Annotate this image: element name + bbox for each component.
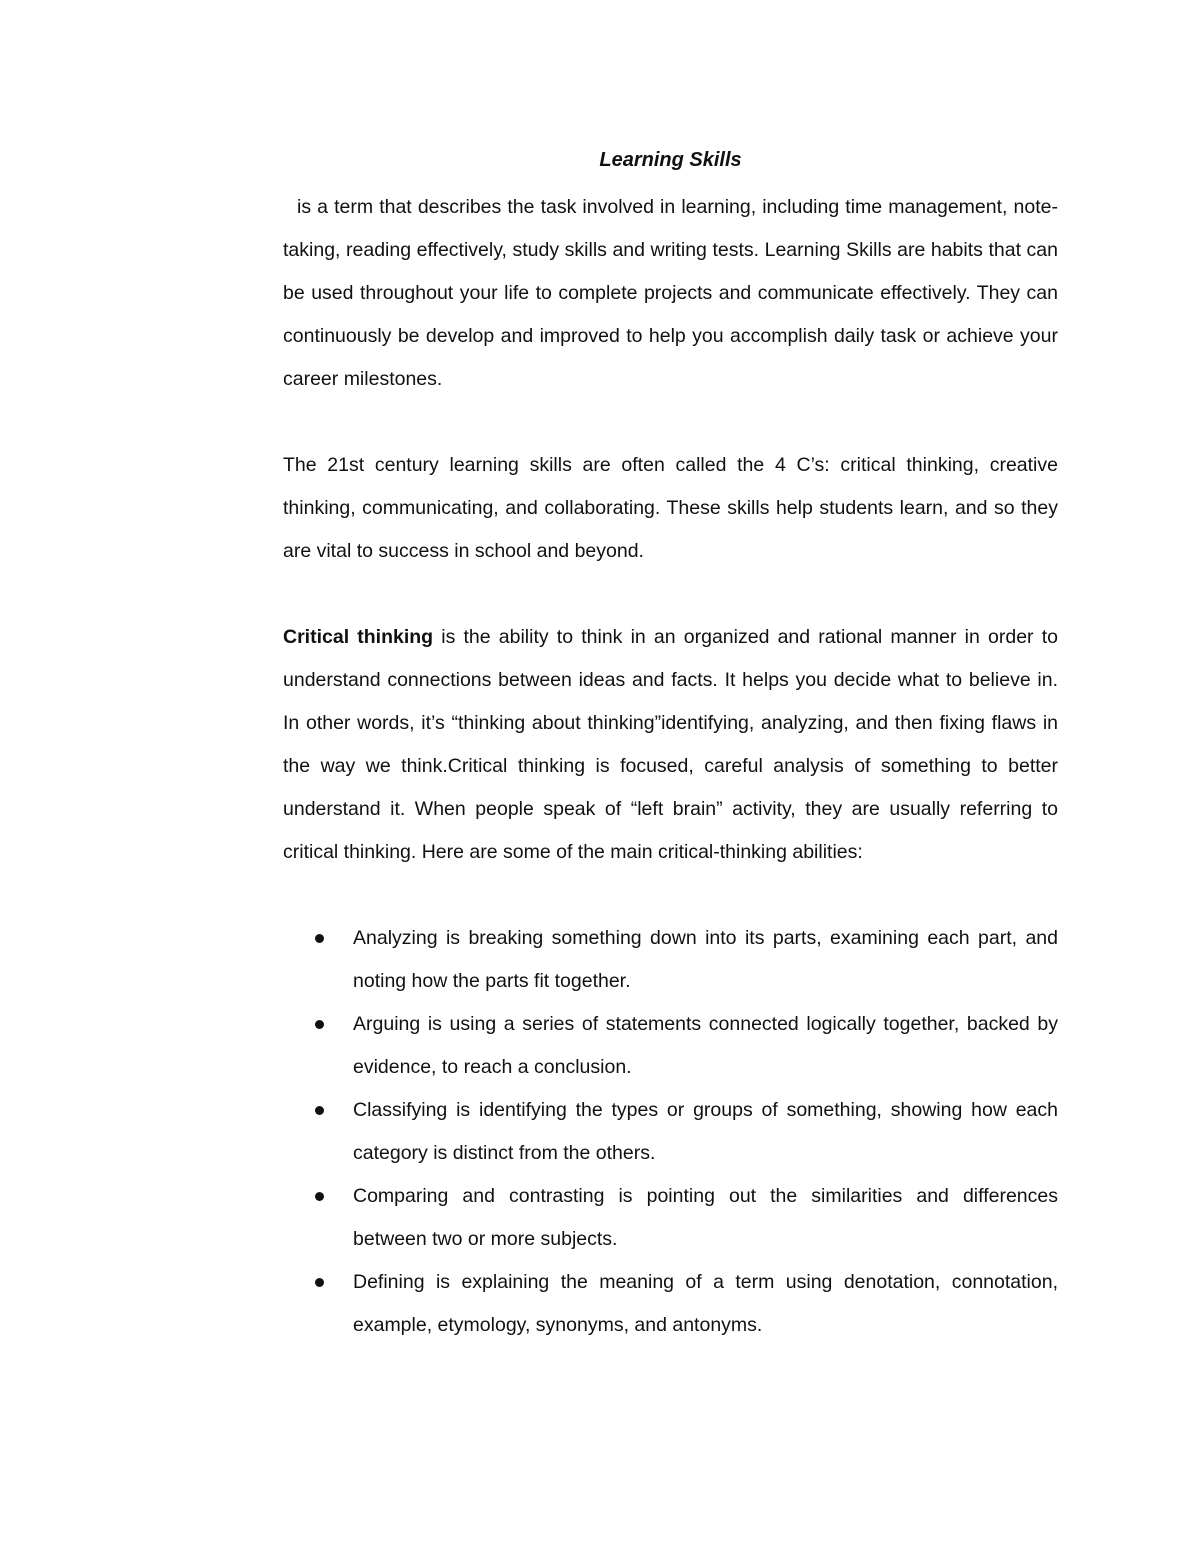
critical-thinking-paragraph	[283, 616, 1058, 874]
paragraph-spacer	[283, 401, 1058, 444]
paragraph-spacer	[283, 874, 1058, 917]
bullet-icon	[315, 1278, 324, 1287]
document-title: Learning Skills	[599, 149, 742, 171]
bullet-icon	[315, 1020, 324, 1029]
list-item	[283, 1003, 1058, 1089]
critical-abilities-list	[283, 917, 1058, 1347]
paragraph-spacer	[283, 573, 1058, 616]
list-item	[283, 1175, 1058, 1261]
list-item	[283, 1089, 1058, 1175]
list-item-text: Analyzing is breaking something down into its parts, examining each part, and noting how the parts fit together.	[353, 927, 1058, 992]
critical-thinking-term: Critical thinking	[283, 626, 434, 648]
intro-paragraph: is a term that describes the task involved in learning, including time management, note-taking, reading effectively, study skills and writing tests. Learning Skills are habits that can be used throughout your life to complete projects and communicate effectively. They can continuously be develop and improved to help you accomplish daily task or achieve your career milestones.	[283, 196, 1058, 390]
list-item-text: Arguing is using a series of statements connected logically together, backed by evidence, to reach a conclusion.	[353, 1013, 1058, 1078]
four-cs-paragraph: The 21st century learning skills are often called the 4 C’s: critical thinking, creative thinking, communicating, and collaborating. These skills help students learn, and so they are vital to success in school and beyond.	[283, 454, 1058, 562]
document-body	[283, 140, 1058, 1347]
list-item	[283, 917, 1058, 1003]
list-item-text: Comparing and contrasting is pointing out the similarities and differences between two or more subjects.	[353, 1185, 1058, 1250]
list-item-text: Defining is explaining the meaning of a term using denotation, connotation, example, etymology, synonyms, and antonyms.	[353, 1271, 1058, 1336]
list-item-text: Classifying is identifying the types or groups of something, showing how each category is distinct from the others.	[353, 1099, 1058, 1164]
critical-thinking-body: is the ability to think in an organized and rational manner in order to understand connections between ideas and facts. It helps you decide what to believe in. In other words, it’s “thinking about thinking”identifying, analyzing, and then fixing flaws in the way we think.Critical thinking is focused, careful analysis of something to better understand it. When people speak of “left brain” activity, they are usually referring to critical thinking. Here are some of the main critical-thinking abilities:	[283, 626, 1058, 863]
bullet-icon	[315, 934, 324, 943]
bullet-icon	[315, 1192, 324, 1201]
list-item	[283, 1261, 1058, 1347]
bullet-icon	[315, 1106, 324, 1115]
